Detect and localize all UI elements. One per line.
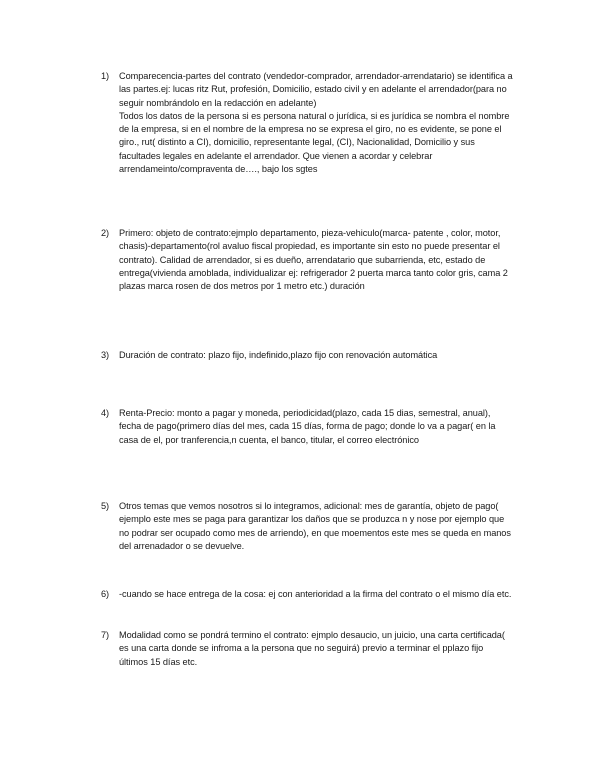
item-paragraph: Comparecencia-partes del contrato (vendedor-comprador, arrendador-arrendatario) se identifica a las partes.ej: lucas ritz Rut, profesión, Domicilio, estado civil y en adelante el arrendador(para no seguir nombrándolo en la redacción en adelante)	[119, 71, 513, 108]
item-number: 1)	[101, 71, 110, 81]
list-item-5	[101, 500, 513, 553]
item-number: 3)	[101, 350, 110, 360]
item-body	[119, 349, 513, 362]
item-body	[119, 629, 513, 669]
item-body	[119, 588, 513, 601]
list-item-6	[101, 588, 513, 601]
list-item-7	[101, 629, 513, 669]
item-body	[119, 500, 513, 553]
item-paragraph: Todos los datos de la persona si es persona natural o jurídica, si es jurídica se nombra el nombre de la empresa, si en el nombre de la empresa no se expresa el giro, no es evidente, se pone el giro., rut( distinto a CI), domicilio, representante legal, (CI), Nacionalidad, Domicilio y sus facultades legales en adelante el arrendador. Que vienen a acordar y celebrar arrendameinto/compraventa de…., bajo los sgtes	[119, 110, 510, 175]
item-body	[119, 227, 513, 293]
item-body	[119, 70, 513, 176]
item-paragraph: Otros temas que vemos nosotros si lo integramos, adicional: mes de garantía, objeto de pago( ejemplo este mes se paga para garantizar los daños que se produzca n y nose por ejemplo que no podrar ser ocupado como mes de arriendo), en que moementos este mes se queda en manos del arrenadador o se devuelve.	[119, 501, 511, 551]
item-number: 7)	[101, 630, 110, 640]
list-item-1	[101, 70, 513, 176]
item-paragraph: Primero: objeto de contrato:ejmplo departamento, pieza-vehiculo(marca- patente , color, motor, chasis)-departamento(rol avaluo fiscal propiedad, es importante sin esto no puede presentar el contrato). Calidad de arrendador, si es dueño, arrendatario que subarrienda, etc, estado de entrega(vivienda amoblada, individualizar ej: refrigerador 2 puerta marca tanto color gris, cama 2 plazas marca rosen de dos metros por 1 metro etc.) duración	[119, 228, 508, 292]
item-number: 2)	[101, 228, 110, 238]
list-item-2	[101, 227, 513, 293]
list-item-3	[101, 349, 513, 362]
item-number: 5)	[101, 501, 110, 511]
item-paragraph: Renta-Precio: monto a pagar y moneda, periodicidad(plazo, cada 15 dias, semestral, anual), fecha de pago(primero días del mes, cada 15 días, forma de pago; donde lo va a pagar( en la casa de el, por tranferencia,n cuenta, el banco, titular, el correo electrónico	[119, 408, 496, 445]
item-paragraph: -cuando se hace entrega de la cosa: ej con anterioridad a la firma del contrato o el mismo día etc.	[119, 589, 512, 599]
list-item-4	[101, 407, 513, 447]
item-body	[119, 407, 513, 447]
item-paragraph: Modalidad como se pondrá termino el contrato: ejmplo desaucio, un juicio, una carta certificada( es una carta donde se infroma a la persona que no seguirá) previo a terminar el pplazo fijo últimos 15 días etc.	[119, 630, 505, 667]
item-number: 4)	[101, 408, 110, 418]
item-number: 6)	[101, 589, 110, 599]
item-paragraph: Duración de contrato: plazo fijo, indefinido,plazo fijo con renovación automática	[119, 350, 438, 360]
